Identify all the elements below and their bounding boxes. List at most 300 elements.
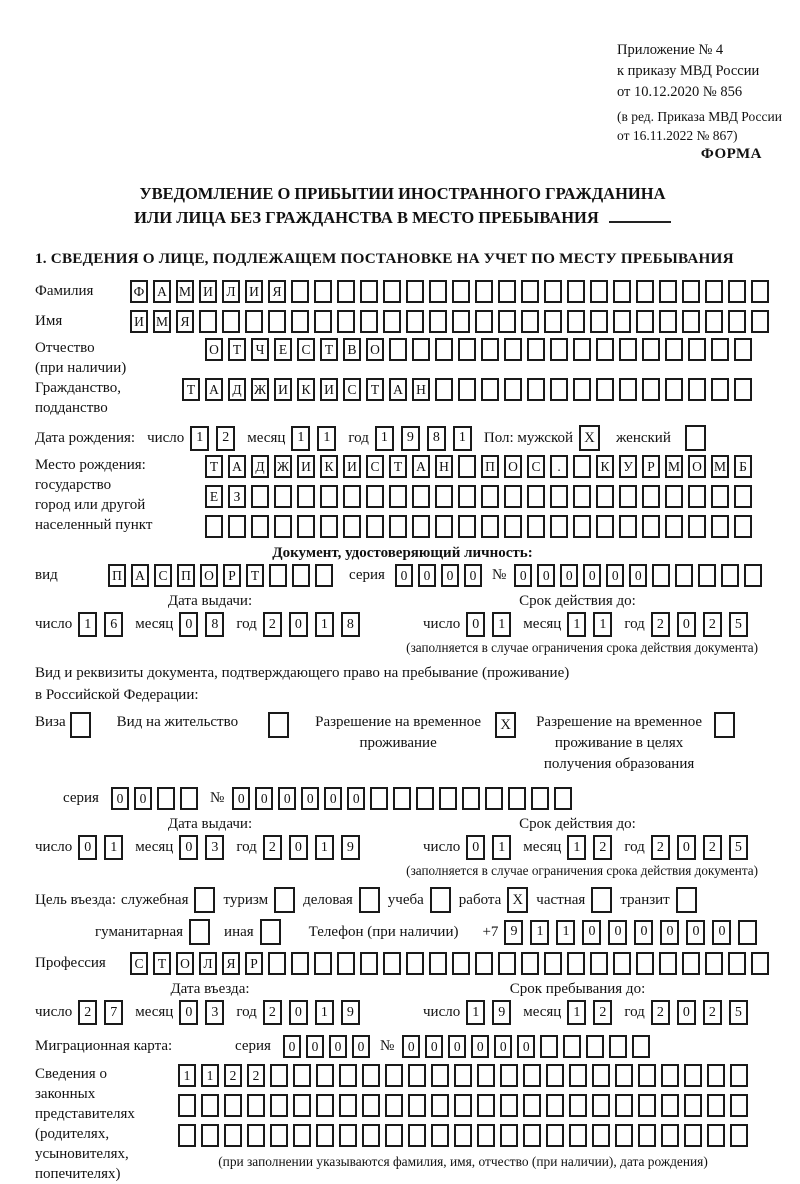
char-box[interactable]: Т: [153, 952, 171, 975]
char-box[interactable]: [157, 787, 175, 810]
char-box[interactable]: [569, 1094, 587, 1117]
char-box[interactable]: [343, 515, 361, 538]
char-box[interactable]: З: [228, 485, 246, 508]
char-box[interactable]: [638, 1124, 656, 1147]
char-box[interactable]: [178, 1124, 196, 1147]
char-box[interactable]: [274, 515, 292, 538]
char-box[interactable]: [429, 952, 447, 975]
char-box[interactable]: [569, 1124, 587, 1147]
char-box[interactable]: [362, 1064, 380, 1087]
char-box[interactable]: П: [108, 564, 126, 587]
char-box[interactable]: [201, 1094, 219, 1117]
char-box[interactable]: 0: [583, 564, 601, 587]
char-box[interactable]: 0: [134, 787, 152, 810]
char-box[interactable]: [458, 485, 476, 508]
char-box[interactable]: Н: [412, 378, 430, 401]
char-box[interactable]: [389, 485, 407, 508]
char-box[interactable]: [412, 485, 430, 508]
char-box[interactable]: [619, 515, 637, 538]
char-box[interactable]: [592, 1124, 610, 1147]
char-box[interactable]: [684, 1124, 702, 1147]
char-box[interactable]: [659, 280, 677, 303]
char-box[interactable]: [596, 515, 614, 538]
char-box[interactable]: О: [200, 564, 218, 587]
char-box[interactable]: [707, 1064, 725, 1087]
char-box[interactable]: [431, 1124, 449, 1147]
char-box[interactable]: [274, 485, 292, 508]
char-box[interactable]: [609, 1035, 627, 1058]
char-box[interactable]: [431, 1094, 449, 1117]
char-box[interactable]: 0: [441, 564, 459, 587]
char-box[interactable]: [661, 1124, 679, 1147]
char-box[interactable]: 0: [677, 612, 696, 637]
char-box[interactable]: И: [274, 378, 292, 401]
char-box[interactable]: [521, 952, 539, 975]
char-box[interactable]: [554, 787, 572, 810]
char-box[interactable]: [590, 310, 608, 333]
char-box[interactable]: [642, 515, 660, 538]
char-box[interactable]: Т: [182, 378, 200, 401]
char-box[interactable]: [481, 515, 499, 538]
char-box[interactable]: [728, 952, 746, 975]
char-box[interactable]: [339, 1124, 357, 1147]
char-box[interactable]: И: [320, 378, 338, 401]
char-box[interactable]: 0: [289, 612, 308, 637]
char-box[interactable]: [728, 310, 746, 333]
char-box[interactable]: И: [245, 280, 263, 303]
char-box[interactable]: [498, 280, 516, 303]
char-box[interactable]: С: [366, 455, 384, 478]
char-box[interactable]: [406, 310, 424, 333]
char-box[interactable]: [269, 564, 287, 587]
char-box[interactable]: [270, 1094, 288, 1117]
char-box[interactable]: [665, 485, 683, 508]
char-box[interactable]: [458, 338, 476, 361]
char-box[interactable]: [523, 1064, 541, 1087]
char-box[interactable]: Т: [246, 564, 264, 587]
char-box[interactable]: М: [665, 455, 683, 478]
char-box[interactable]: Т: [366, 378, 384, 401]
char-box[interactable]: [224, 1094, 242, 1117]
char-box[interactable]: [636, 280, 654, 303]
char-box[interactable]: [527, 485, 545, 508]
char-box[interactable]: 0: [289, 1000, 308, 1025]
char-box[interactable]: [734, 378, 752, 401]
char-box[interactable]: [661, 1064, 679, 1087]
char-box[interactable]: Я: [222, 952, 240, 975]
char-box[interactable]: 9: [492, 1000, 511, 1025]
char-box[interactable]: [546, 1124, 564, 1147]
char-box[interactable]: 2: [216, 426, 235, 451]
char-box[interactable]: 5: [729, 612, 748, 637]
char-box[interactable]: Н: [435, 455, 453, 478]
char-box[interactable]: 1: [315, 612, 334, 637]
char-box[interactable]: [592, 1064, 610, 1087]
char-box[interactable]: [343, 485, 361, 508]
char-box[interactable]: [705, 310, 723, 333]
char-box[interactable]: [314, 952, 332, 975]
char-box[interactable]: 1: [453, 426, 472, 451]
char-box[interactable]: 0: [514, 564, 532, 587]
char-box[interactable]: 0: [395, 564, 413, 587]
char-box[interactable]: 0: [471, 1035, 489, 1058]
char-box[interactable]: А: [228, 455, 246, 478]
char-box[interactable]: 8: [341, 612, 360, 637]
char-box[interactable]: [707, 1094, 725, 1117]
char-box[interactable]: [291, 280, 309, 303]
char-box[interactable]: 2: [593, 1000, 612, 1025]
char-box[interactable]: [251, 515, 269, 538]
char-box[interactable]: К: [320, 455, 338, 478]
char-box[interactable]: П: [481, 455, 499, 478]
char-box[interactable]: [270, 1124, 288, 1147]
char-box[interactable]: [590, 952, 608, 975]
char-box[interactable]: [531, 787, 549, 810]
char-box[interactable]: [682, 280, 700, 303]
char-box[interactable]: 8: [205, 612, 224, 637]
char-box[interactable]: .: [550, 455, 568, 478]
char-box[interactable]: [591, 887, 612, 913]
char-box[interactable]: 1: [315, 835, 334, 860]
char-box[interactable]: [268, 712, 289, 738]
char-box[interactable]: К: [596, 455, 614, 478]
char-box[interactable]: 0: [712, 920, 731, 945]
char-box[interactable]: М: [711, 455, 729, 478]
char-box[interactable]: [684, 1094, 702, 1117]
char-box[interactable]: [70, 712, 91, 738]
char-box[interactable]: 1: [291, 426, 310, 451]
char-box[interactable]: 0: [283, 1035, 301, 1058]
char-box[interactable]: [596, 485, 614, 508]
char-box[interactable]: [590, 280, 608, 303]
char-box[interactable]: [544, 280, 562, 303]
char-box[interactable]: X: [495, 712, 516, 738]
char-box[interactable]: 3: [205, 835, 224, 860]
char-box[interactable]: 5: [729, 835, 748, 860]
char-box[interactable]: [360, 280, 378, 303]
char-box[interactable]: 0: [111, 787, 129, 810]
char-box[interactable]: [613, 280, 631, 303]
char-box[interactable]: [435, 378, 453, 401]
char-box[interactable]: [688, 515, 706, 538]
char-box[interactable]: [615, 1124, 633, 1147]
char-box[interactable]: [416, 787, 434, 810]
char-box[interactable]: [293, 1064, 311, 1087]
char-box[interactable]: [224, 1124, 242, 1147]
char-box[interactable]: [293, 1094, 311, 1117]
char-box[interactable]: П: [177, 564, 195, 587]
char-box[interactable]: [744, 564, 762, 587]
char-box[interactable]: 1: [317, 426, 336, 451]
char-box[interactable]: [389, 515, 407, 538]
char-box[interactable]: [454, 1094, 472, 1117]
char-box[interactable]: 9: [401, 426, 420, 451]
char-box[interactable]: [730, 1124, 748, 1147]
char-box[interactable]: Я: [268, 280, 286, 303]
char-box[interactable]: 2: [651, 612, 670, 637]
char-box[interactable]: [665, 378, 683, 401]
char-box[interactable]: 0: [179, 1000, 198, 1025]
char-box[interactable]: [638, 1094, 656, 1117]
char-box[interactable]: 1: [201, 1064, 219, 1087]
char-box[interactable]: [573, 485, 591, 508]
char-box[interactable]: [475, 310, 493, 333]
char-box[interactable]: 2: [593, 835, 612, 860]
char-box[interactable]: А: [205, 378, 223, 401]
char-box[interactable]: 2: [78, 1000, 97, 1025]
char-box[interactable]: Т: [389, 455, 407, 478]
char-box[interactable]: [458, 515, 476, 538]
char-box[interactable]: [435, 338, 453, 361]
char-box[interactable]: [385, 1094, 403, 1117]
char-box[interactable]: [360, 310, 378, 333]
char-box[interactable]: 0: [582, 920, 601, 945]
char-box[interactable]: Я: [176, 310, 194, 333]
char-box[interactable]: [366, 515, 384, 538]
char-box[interactable]: [573, 378, 591, 401]
char-box[interactable]: [270, 1064, 288, 1087]
char-box[interactable]: [596, 378, 614, 401]
char-box[interactable]: [573, 338, 591, 361]
char-box[interactable]: Р: [245, 952, 263, 975]
char-box[interactable]: 0: [494, 1035, 512, 1058]
char-box[interactable]: [452, 952, 470, 975]
char-box[interactable]: Ч: [251, 338, 269, 361]
char-box[interactable]: 0: [232, 787, 250, 810]
char-box[interactable]: 0: [301, 787, 319, 810]
char-box[interactable]: 2: [703, 612, 722, 637]
char-box[interactable]: 0: [78, 835, 97, 860]
char-box[interactable]: [431, 1064, 449, 1087]
char-box[interactable]: Т: [228, 338, 246, 361]
char-box[interactable]: [316, 1064, 334, 1087]
char-box[interactable]: О: [504, 455, 522, 478]
char-box[interactable]: 0: [466, 612, 485, 637]
char-box[interactable]: [613, 310, 631, 333]
char-box[interactable]: [707, 1124, 725, 1147]
char-box[interactable]: [452, 310, 470, 333]
char-box[interactable]: [632, 1035, 650, 1058]
char-box[interactable]: 0: [289, 835, 308, 860]
char-box[interactable]: [315, 564, 333, 587]
char-box[interactable]: [408, 1124, 426, 1147]
char-box[interactable]: [362, 1124, 380, 1147]
char-box[interactable]: [481, 378, 499, 401]
char-box[interactable]: [619, 378, 637, 401]
char-box[interactable]: Ф: [130, 280, 148, 303]
char-box[interactable]: О: [688, 455, 706, 478]
char-box[interactable]: 0: [352, 1035, 370, 1058]
char-box[interactable]: 0: [306, 1035, 324, 1058]
char-box[interactable]: [362, 1094, 380, 1117]
char-box[interactable]: [337, 310, 355, 333]
char-box[interactable]: С: [527, 455, 545, 478]
char-box[interactable]: [178, 1094, 196, 1117]
char-box[interactable]: 0: [517, 1035, 535, 1058]
char-box[interactable]: [521, 310, 539, 333]
char-box[interactable]: 0: [537, 564, 555, 587]
char-box[interactable]: [485, 787, 503, 810]
char-box[interactable]: 1: [556, 920, 575, 945]
char-box[interactable]: [661, 1094, 679, 1117]
char-box[interactable]: 0: [464, 564, 482, 587]
char-box[interactable]: X: [507, 887, 528, 913]
char-box[interactable]: [504, 515, 522, 538]
char-box[interactable]: [500, 1124, 518, 1147]
char-box[interactable]: [320, 515, 338, 538]
char-box[interactable]: [406, 280, 424, 303]
char-box[interactable]: [458, 378, 476, 401]
char-box[interactable]: 0: [448, 1035, 466, 1058]
char-box[interactable]: 0: [329, 1035, 347, 1058]
char-box[interactable]: [439, 787, 457, 810]
char-box[interactable]: [711, 485, 729, 508]
char-box[interactable]: [247, 1124, 265, 1147]
char-box[interactable]: [652, 564, 670, 587]
char-box[interactable]: М: [176, 280, 194, 303]
char-box[interactable]: [550, 378, 568, 401]
char-box[interactable]: [274, 887, 295, 913]
char-box[interactable]: [711, 515, 729, 538]
char-box[interactable]: 0: [560, 564, 578, 587]
char-box[interactable]: [734, 515, 752, 538]
char-box[interactable]: С: [297, 338, 315, 361]
char-box[interactable]: 3: [205, 1000, 224, 1025]
char-box[interactable]: [314, 310, 332, 333]
char-box[interactable]: [504, 485, 522, 508]
char-box[interactable]: [260, 919, 281, 945]
char-box[interactable]: [544, 310, 562, 333]
char-box[interactable]: 0: [179, 612, 198, 637]
char-box[interactable]: [596, 338, 614, 361]
char-box[interactable]: 2: [651, 835, 670, 860]
char-box[interactable]: 9: [504, 920, 523, 945]
char-box[interactable]: [751, 952, 769, 975]
char-box[interactable]: 2: [263, 835, 282, 860]
char-box[interactable]: 0: [278, 787, 296, 810]
char-box[interactable]: У: [619, 455, 637, 478]
char-box[interactable]: [675, 564, 693, 587]
char-box[interactable]: Р: [642, 455, 660, 478]
char-box[interactable]: [314, 280, 332, 303]
char-box[interactable]: [389, 338, 407, 361]
char-box[interactable]: [393, 787, 411, 810]
char-box[interactable]: 1: [466, 1000, 485, 1025]
char-box[interactable]: [504, 378, 522, 401]
char-box[interactable]: [730, 1064, 748, 1087]
char-box[interactable]: 0: [686, 920, 705, 945]
char-box[interactable]: [688, 338, 706, 361]
char-box[interactable]: [550, 338, 568, 361]
char-box[interactable]: [714, 712, 735, 738]
char-box[interactable]: [385, 1124, 403, 1147]
char-box[interactable]: [337, 952, 355, 975]
char-box[interactable]: [408, 1064, 426, 1087]
char-box[interactable]: 1: [375, 426, 394, 451]
char-box[interactable]: [636, 310, 654, 333]
char-box[interactable]: [189, 919, 210, 945]
char-box[interactable]: [430, 887, 451, 913]
char-box[interactable]: [462, 787, 480, 810]
char-box[interactable]: [546, 1064, 564, 1087]
char-box[interactable]: [500, 1064, 518, 1087]
char-box[interactable]: [359, 887, 380, 913]
char-box[interactable]: [435, 515, 453, 538]
char-box[interactable]: А: [389, 378, 407, 401]
char-box[interactable]: [408, 1094, 426, 1117]
char-box[interactable]: [682, 952, 700, 975]
char-box[interactable]: О: [176, 952, 194, 975]
char-box[interactable]: 0: [425, 1035, 443, 1058]
char-box[interactable]: [383, 952, 401, 975]
char-box[interactable]: А: [412, 455, 430, 478]
char-box[interactable]: [228, 515, 246, 538]
char-box[interactable]: [199, 310, 217, 333]
char-box[interactable]: [504, 338, 522, 361]
char-box[interactable]: [688, 378, 706, 401]
char-box[interactable]: [642, 338, 660, 361]
char-box[interactable]: [339, 1094, 357, 1117]
char-box[interactable]: [293, 1124, 311, 1147]
char-box[interactable]: [569, 1064, 587, 1087]
char-box[interactable]: А: [131, 564, 149, 587]
char-box[interactable]: Т: [205, 455, 223, 478]
char-box[interactable]: [527, 515, 545, 538]
char-box[interactable]: [521, 280, 539, 303]
char-box[interactable]: [665, 515, 683, 538]
char-box[interactable]: [247, 1094, 265, 1117]
char-box[interactable]: [268, 310, 286, 333]
char-box[interactable]: В: [343, 338, 361, 361]
char-box[interactable]: О: [366, 338, 384, 361]
char-box[interactable]: 5: [729, 1000, 748, 1025]
char-box[interactable]: [685, 425, 706, 451]
title-blank-underline[interactable]: [609, 206, 671, 223]
char-box[interactable]: С: [343, 378, 361, 401]
char-box[interactable]: [711, 378, 729, 401]
char-box[interactable]: [475, 952, 493, 975]
char-box[interactable]: 7: [104, 1000, 123, 1025]
char-box[interactable]: 1: [567, 835, 586, 860]
char-box[interactable]: 1: [78, 612, 97, 637]
char-box[interactable]: [268, 952, 286, 975]
char-box[interactable]: [201, 1124, 219, 1147]
char-box[interactable]: [751, 280, 769, 303]
char-box[interactable]: 2: [703, 1000, 722, 1025]
char-box[interactable]: И: [297, 455, 315, 478]
char-box[interactable]: [320, 485, 338, 508]
char-box[interactable]: [477, 1064, 495, 1087]
char-box[interactable]: [711, 338, 729, 361]
char-box[interactable]: Ж: [274, 455, 292, 478]
char-box[interactable]: 1: [190, 426, 209, 451]
char-box[interactable]: [619, 485, 637, 508]
char-box[interactable]: [477, 1124, 495, 1147]
char-box[interactable]: [194, 887, 215, 913]
char-box[interactable]: 2: [247, 1064, 265, 1087]
char-box[interactable]: [429, 310, 447, 333]
char-box[interactable]: [475, 280, 493, 303]
char-box[interactable]: [452, 280, 470, 303]
char-box[interactable]: 0: [179, 835, 198, 860]
char-box[interactable]: [586, 1035, 604, 1058]
char-box[interactable]: [316, 1094, 334, 1117]
char-box[interactable]: [751, 310, 769, 333]
char-box[interactable]: С: [154, 564, 172, 587]
char-box[interactable]: 2: [263, 612, 282, 637]
char-box[interactable]: Л: [199, 952, 217, 975]
char-box[interactable]: [366, 485, 384, 508]
